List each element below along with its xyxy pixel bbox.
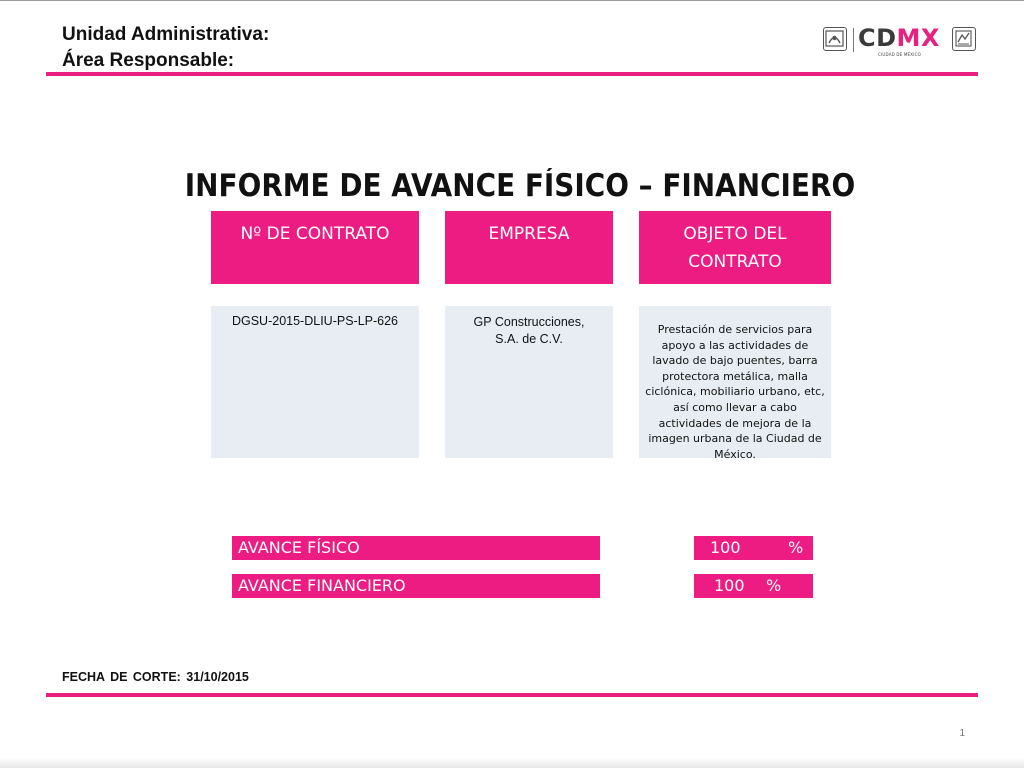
fecha-corte: FECHA DE CORTE: 31/10/2015 bbox=[62, 670, 249, 684]
avance-financiero-value: 100 bbox=[714, 576, 745, 595]
avance-financiero-label: AVANCE FINANCIERO bbox=[232, 574, 600, 598]
header-logos bbox=[822, 25, 982, 55]
cdmx-logo-cd: CD bbox=[858, 24, 897, 52]
government-seal-icon bbox=[823, 27, 847, 51]
avance-fisico-value: 100 bbox=[710, 538, 741, 557]
bottom-edge-shadow bbox=[0, 758, 1024, 768]
page-title: INFORME DE AVANCE FÍSICO – FINANCIERO bbox=[184, 168, 856, 204]
cdmx-logo bbox=[858, 24, 940, 52]
unidad-administrativa-label: Unidad Administrativa: bbox=[62, 24, 270, 45]
header-empresa: EMPRESA bbox=[445, 211, 613, 284]
avance-fisico-value-box bbox=[694, 536, 813, 560]
cdmx-logo-mx: MX bbox=[896, 24, 940, 52]
cell-objeto: Prestación de servicios para apoyo a las actividades de lavado de bajo puentes, barra protectora metálica, malla ciclónica, mobiliario urbano, etc, así como llevar a cabo actividades de mejora de la imagen urbana de la Ciudad de México. bbox=[639, 306, 831, 458]
cell-empresa: GP Construcciones, S.A. de C.V. bbox=[445, 306, 613, 458]
page-number: 1 bbox=[959, 728, 965, 739]
area-responsable-label: Área Responsable: bbox=[62, 50, 235, 71]
header-objeto: OBJETO DEL CONTRATO bbox=[639, 211, 831, 284]
header-contrato: Nº DE CONTRATO bbox=[211, 211, 419, 284]
header-divider bbox=[46, 72, 978, 76]
cdmx-logo-subtitle: CIUDAD DE MÉXICO bbox=[878, 52, 921, 57]
cell-contrato: DGSU-2015-DLIU-PS-LP-626 bbox=[211, 306, 419, 458]
avance-financiero-value-box bbox=[694, 574, 813, 598]
agency-emblem-icon bbox=[952, 27, 976, 51]
avance-financiero-unit: % bbox=[766, 576, 782, 595]
footer-divider bbox=[46, 693, 978, 697]
logo-divider bbox=[853, 28, 854, 52]
avance-fisico-label: AVANCE FÍSICO bbox=[232, 536, 600, 560]
avance-fisico-unit: % bbox=[788, 538, 804, 557]
top-border bbox=[0, 0, 1024, 1]
